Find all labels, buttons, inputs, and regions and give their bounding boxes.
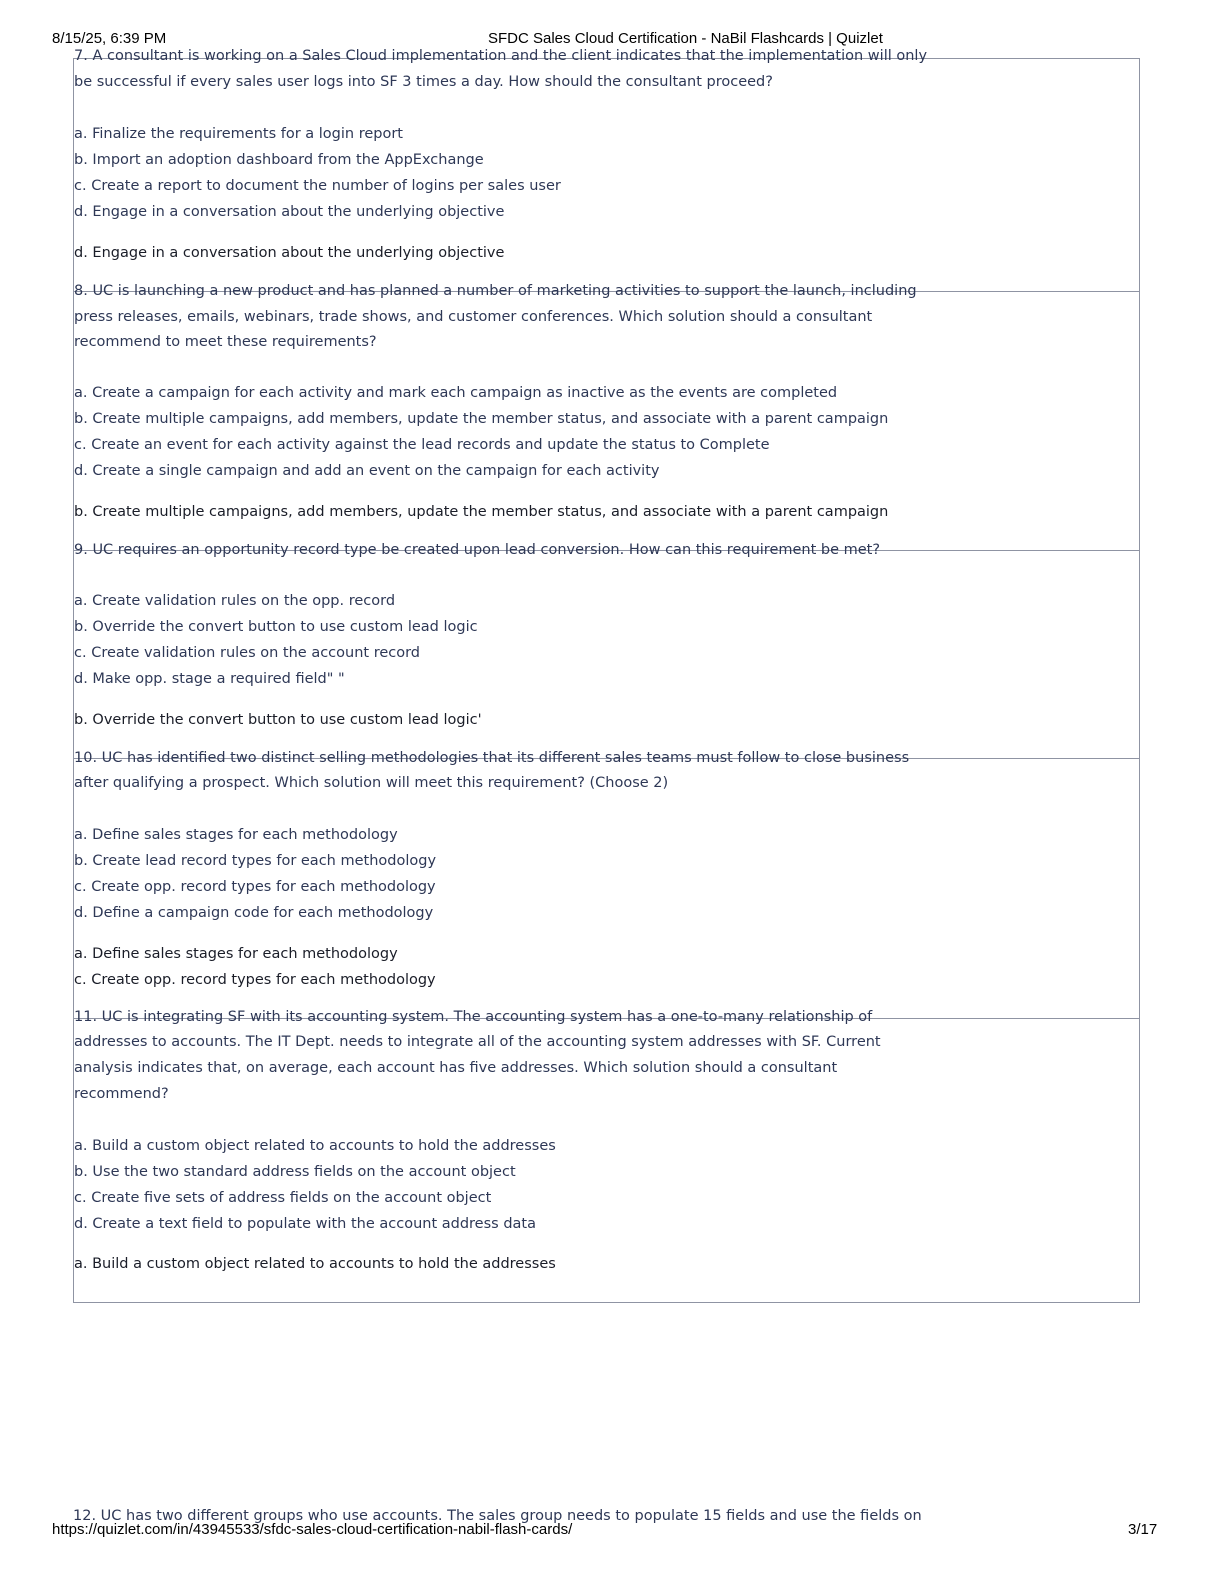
option-item: d. Define a campaign code for each methodology <box>74 905 434 921</box>
option-item: a. Define sales stages for each methodology <box>74 827 398 843</box>
answer-text: a. Define sales stages for each methodology <box>74 946 398 962</box>
flashcard-9 <box>73 542 1140 758</box>
option-item: b. Import an adoption dashboard from the AppExchange <box>74 152 484 168</box>
question-line: addresses to accounts. The IT Dept. needs to integrate all of the accounting system addresses with SF. Current <box>74 1034 881 1050</box>
answer-text: c. Create opp. record types for each methodology <box>74 972 436 988</box>
question-line: 7. A consultant is working on a Sales Cloud implementation and the client indicates that the implementation will only <box>74 48 928 64</box>
option-item: b. Override the convert button to use custom lead logic <box>74 619 478 635</box>
question-line: 11. UC is integrating SF with its accounting system. The accounting system has a one-to-many relationship of <box>74 1009 873 1025</box>
option-item: b. Create multiple campaigns, add members, update the member status, and associate with a parent campaign <box>74 411 889 427</box>
option-item: a. Create a campaign for each activity and mark each campaign as inactive as the events are completed <box>74 385 838 401</box>
answer-text: a. Build a custom object related to accounts to hold the addresses <box>74 1256 556 1272</box>
option-item: b. Use the two standard address fields on the account object <box>74 1164 516 1180</box>
question-line: recommend? <box>74 1086 169 1102</box>
option-item: a. Create validation rules on the opp. record <box>74 593 396 609</box>
page-number: 3/17 <box>1128 1521 1158 1538</box>
option-item: a. Finalize the requirements for a login report <box>74 126 403 142</box>
option-item: c. Create validation rules on the account record <box>74 645 421 661</box>
question-line: 9. UC requires an opportunity record type be created upon lead conversion. How can this requirement be met? <box>74 542 881 558</box>
answer-text: d. Engage in a conversation about the underlying objective <box>74 245 505 261</box>
flashcard-7 <box>73 48 1140 291</box>
option-item: d. Create a text field to populate with the account address data <box>74 1216 536 1232</box>
question-line: be successful if every sales user logs into SF 3 times a day. How should the consultant proceed? <box>74 74 773 90</box>
print-datetime: 8/15/25, 6:39 PM <box>52 30 167 47</box>
question-line: press releases, emails, webinars, trade shows, and customer conferences. Which solution should a consultant <box>74 309 873 325</box>
option-item: a. Build a custom object related to accounts to hold the addresses <box>74 1138 556 1154</box>
page-url[interactable]: https://quizlet.com/in/43945533/sfdc-sales-cloud-certification-nabil-flash-cards/ <box>52 1521 573 1538</box>
question-line: recommend to meet these requirements? <box>74 334 377 350</box>
flashcard-11 <box>73 1009 1140 1303</box>
flashcard-8 <box>73 283 1140 550</box>
page-title: SFDC Sales Cloud Certification - NaBil Flashcards | Quizlet <box>488 30 883 47</box>
option-item: d. Engage in a conversation about the underlying objective <box>74 204 505 220</box>
flashcard-10 <box>73 750 1140 1018</box>
next-question-text: 12. UC has two different groups who use accounts. The sales group needs to populate 15 fields and use the fields on <box>73 1508 922 1524</box>
option-item: c. Create five sets of address fields on the account object <box>74 1190 492 1206</box>
option-item: c. Create a report to document the number of logins per sales user <box>74 178 561 194</box>
question-line: analysis indicates that, on average, each account has five addresses. Which solution should a consultant <box>74 1060 838 1076</box>
option-item: d. Make opp. stage a required field" " <box>74 671 345 687</box>
option-item: b. Create lead record types for each methodology <box>74 853 437 869</box>
next-question-cutoff <box>73 1503 922 1524</box>
question-line: 8. UC is launching a new product and has planned a number of marketing activities to support the launch, including <box>74 283 917 299</box>
option-item: c. Create an event for each activity against the lead records and update the status to Complete <box>74 437 770 453</box>
answer-text: b. Override the convert button to use custom lead logic' <box>74 712 482 728</box>
option-item: c. Create opp. record types for each methodology <box>74 879 436 895</box>
question-line: 10. UC has identified two distinct selling methodologies that its different sales teams must follow to close business <box>74 750 910 766</box>
option-item: d. Create a single campaign and add an event on the campaign for each activity <box>74 463 660 479</box>
answer-text: b. Create multiple campaigns, add members, update the member status, and associate with a parent campaign <box>74 504 889 520</box>
question-line: after qualifying a prospect. Which solution will meet this requirement? (Choose 2) <box>74 775 669 791</box>
